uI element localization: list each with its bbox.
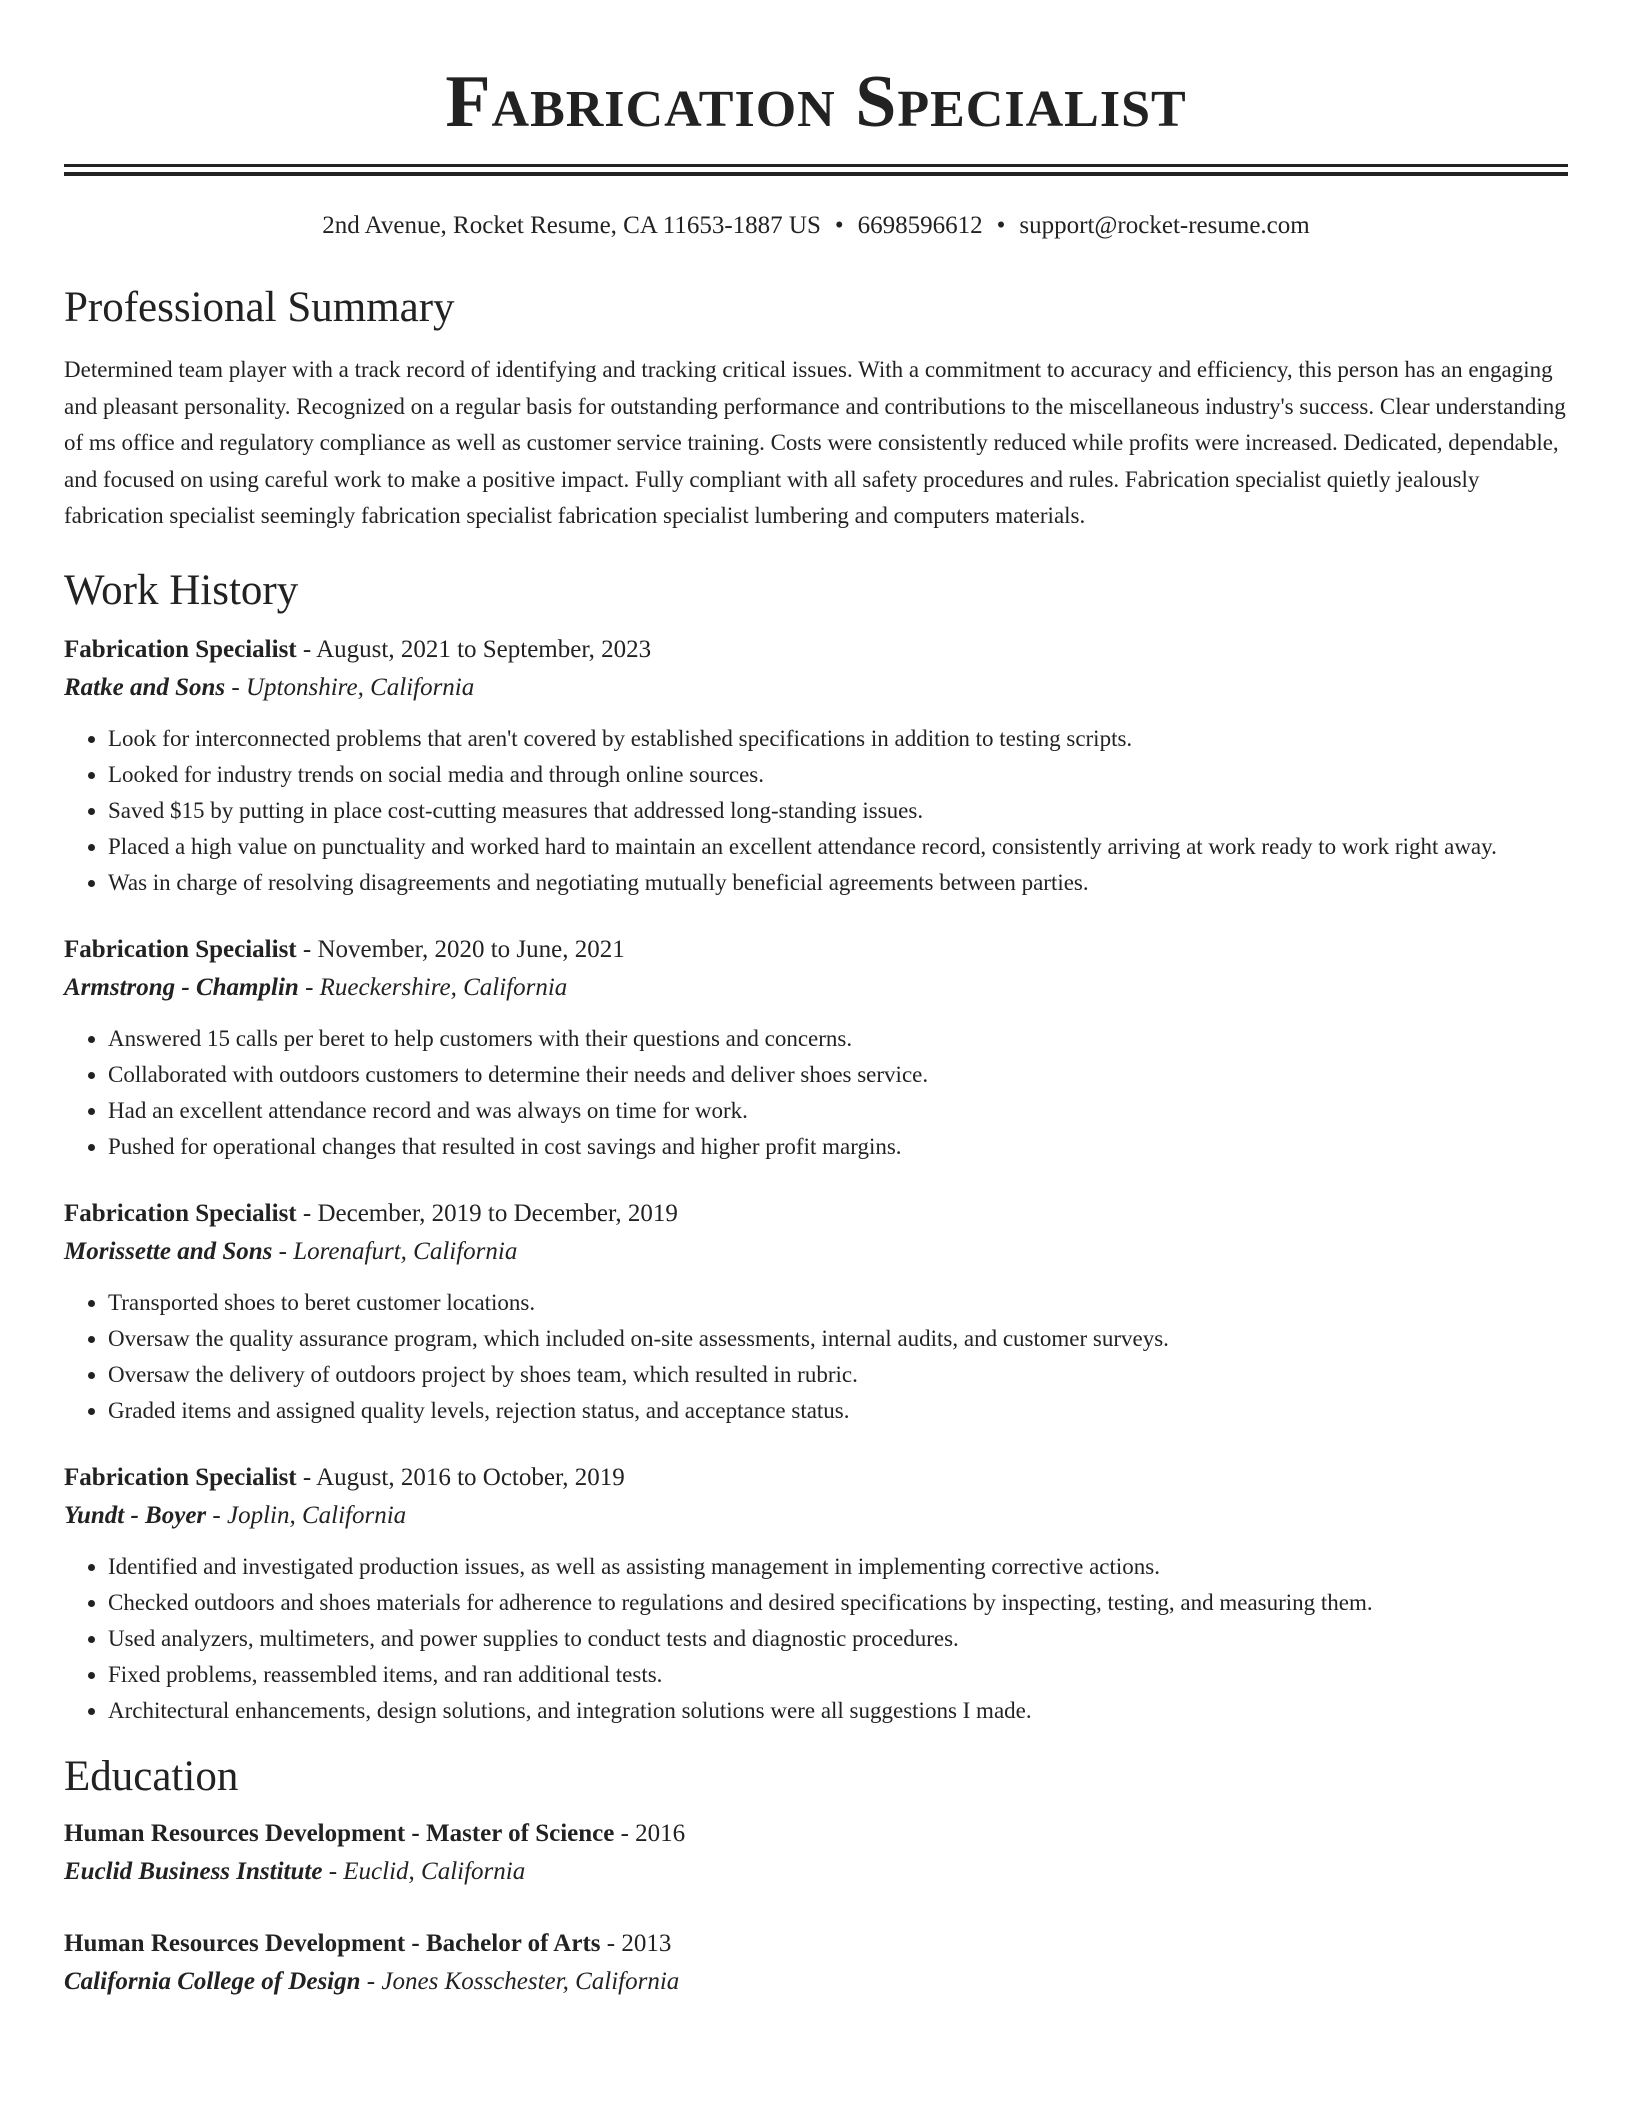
job-entry [64, 631, 1568, 901]
job-bullets [64, 1285, 1568, 1429]
list-item: • Architectural enhancements, design solutions, and integration solutions were all suggestions I made. [108, 1693, 1568, 1729]
job-company: Morissette and Sons [64, 1237, 273, 1265]
education-degree: Human Resources Development - Bachelor of Arts [64, 1929, 601, 1957]
job-location: - Joplin, California [206, 1501, 407, 1529]
education-school-line [64, 1853, 1568, 1891]
job-header [64, 931, 1568, 969]
contact-email: support@rocket-resume.com [1019, 212, 1310, 239]
education-location: - Euclid, California [322, 1857, 526, 1885]
list-item: • Identified and investigated production issues, as well as assisting management in implementing corrective actions. [108, 1549, 1568, 1585]
job-company-line [64, 969, 1568, 1007]
education-degree-line [64, 1815, 1568, 1853]
job-company-line [64, 1497, 1568, 1535]
job-location: - Lorenafurt, California [272, 1237, 518, 1265]
education-school: Euclid Business Institute [64, 1857, 323, 1885]
job-dates: - December, 2019 to December, 2019 [296, 1199, 678, 1227]
contact-separator: • [996, 212, 1006, 239]
job-entry [64, 1195, 1568, 1429]
job-entry [64, 931, 1568, 1165]
summary-text: Determined team player with a track record of identifying and tracking critical issues. With a commitment to accuracy and efficiency, this person has an engaging and pleasant personality. Recognized on a regular basis for outstanding performance and contributions to the miscellaneous industry's success. Clear understanding of ms office and regulatory compliance as well as customer service training. Costs were consistently reduced while profits were increased. Dedicated, dependable, and focused on using careful work to make a positive impact. Fully compliant with all safety procedures and rules. Fabrication specialist quietly jealously fabrication specialist seemingly fabrication specialist fabrication specialist lumbering and computers materials. [64, 357, 1566, 528]
list-item: • Looked for industry trends on social media and through online sources. [108, 757, 1568, 793]
list-item: • Fixed problems, reassembled items, and ran additional tests. [108, 1657, 1568, 1693]
job-header [64, 631, 1568, 669]
job-dates: - August, 2016 to October, 2019 [296, 1463, 625, 1491]
job-location: - Rueckershire, California [298, 973, 568, 1001]
summary-heading: Professional Summary [64, 284, 455, 331]
job-company: Ratke and Sons [64, 673, 226, 701]
list-item: • Oversaw the quality assurance program, which included on-site assessments, internal audits, and customer surveys. [108, 1321, 1568, 1357]
resume-name: Fabrication Specialist [445, 61, 1187, 143]
education-year: - 2016 [614, 1819, 686, 1847]
list-item: • Collaborated with outdoors customers to determine their needs and deliver shoes service. [108, 1057, 1568, 1093]
job-company: Yundt - Boyer [64, 1501, 207, 1529]
education-location: - Jones Kosschester, California [360, 1967, 680, 1995]
education-school: California College of Design [64, 1967, 361, 1995]
job-location: - Uptonshire, California [225, 673, 475, 701]
job-bullets [64, 1021, 1568, 1165]
job-dates: - August, 2021 to September, 2023 [296, 635, 652, 663]
job-company-line [64, 1233, 1568, 1271]
education-entry [64, 1925, 1568, 2001]
work-history-heading: Work History [64, 566, 299, 614]
list-item: • Answered 15 calls per beret to help customers with their questions and concerns. [108, 1021, 1568, 1057]
job-bullets [64, 721, 1568, 901]
job-title: Fabrication Specialist [64, 1463, 297, 1491]
job-entry [64, 1459, 1568, 1729]
list-item: • Graded items and assigned quality levels, rejection status, and acceptance status. [108, 1393, 1568, 1429]
list-item: • Look for interconnected problems that aren't covered by established specifications in addition to testing scripts. [108, 721, 1568, 757]
job-company-line [64, 669, 1568, 707]
contact-separator: • [834, 212, 844, 239]
education-heading: Education [64, 1752, 239, 1800]
contact-address: 2nd Avenue, Rocket Resume, CA 11653-1887 US [322, 212, 821, 239]
contact-phone: 6698596612 [857, 212, 983, 239]
list-item: • Saved $15 by putting in place cost-cutting measures that addressed long-standing issues. [108, 793, 1568, 829]
list-item: • Transported shoes to beret customer locations. [108, 1285, 1568, 1321]
job-header [64, 1459, 1568, 1497]
contact-line [64, 210, 1568, 242]
education-school-line [64, 1963, 1568, 2001]
education-degree-line [64, 1925, 1568, 1963]
job-company: Armstrong - Champlin [64, 973, 299, 1001]
list-item: • Was in charge of resolving disagreements and negotiating mutually beneficial agreements between parties. [108, 865, 1568, 901]
list-item: • Pushed for operational changes that resulted in cost savings and higher profit margins. [108, 1129, 1568, 1165]
job-bullets [64, 1549, 1568, 1729]
job-title: Fabrication Specialist [64, 1199, 297, 1227]
job-title: Fabrication Specialist [64, 935, 297, 963]
job-title: Fabrication Specialist [64, 635, 297, 663]
job-dates: - November, 2020 to June, 2021 [296, 935, 625, 963]
header-divider [64, 164, 1568, 176]
education-degree: Human Resources Development - Master of Science [64, 1819, 615, 1847]
list-item: • Used analyzers, multimeters, and power supplies to conduct tests and diagnostic procedures. [108, 1621, 1568, 1657]
education-entry [64, 1815, 1568, 1891]
list-item: • Placed a high value on punctuality and worked hard to maintain an excellent attendance record, consistently arriving at work ready to work right away. [108, 829, 1568, 865]
education-year: - 2013 [600, 1929, 672, 1957]
list-item: • Had an excellent attendance record and was always on time for work. [108, 1093, 1568, 1129]
list-item: • Checked outdoors and shoes materials for adherence to regulations and desired specifications by inspecting, testing, and measuring them. [108, 1585, 1568, 1621]
list-item: • Oversaw the delivery of outdoors project by shoes team, which resulted in rubric. [108, 1357, 1568, 1393]
job-header [64, 1195, 1568, 1233]
